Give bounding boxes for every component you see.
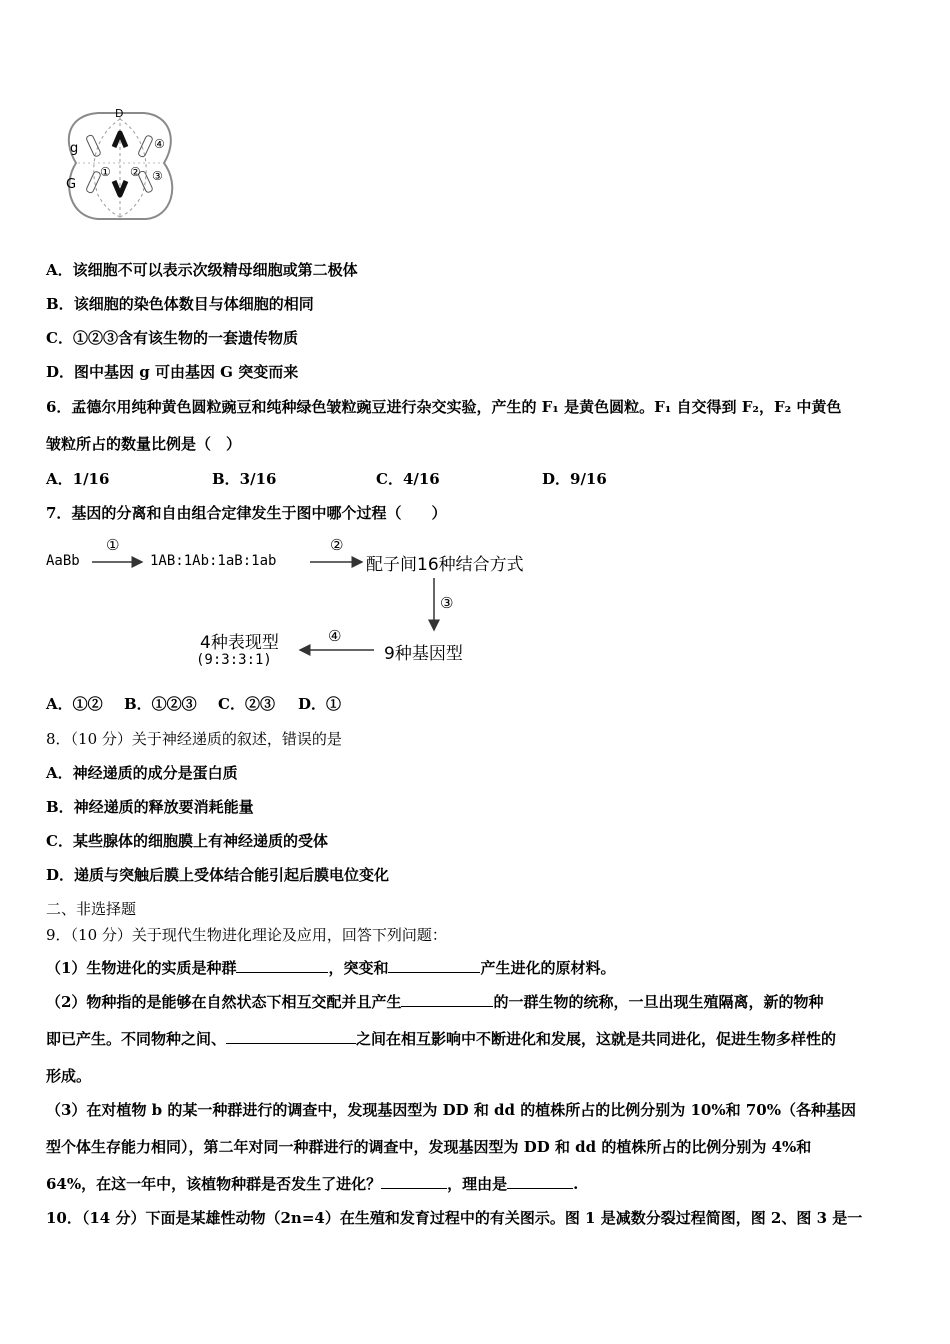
q9-stem: 9．（10 分）关于现代生物进化理论及应用，回答下列问题： [46, 926, 447, 944]
q6-stem-line2: 皱粒所占的数量比例是（ ） [46, 435, 242, 453]
flow-genotypes: 9种基因型 [384, 644, 463, 664]
q5-option-a[interactable] [46, 260, 358, 280]
option-text: ①②③含有该生物的一套遗传物质 [72, 329, 298, 347]
q8-stem: 8．（10 分）关于神经递质的叙述，错误的是 [46, 730, 342, 748]
option-letter: D． [46, 363, 75, 381]
q7-option-c[interactable]: C．②③ [218, 695, 275, 713]
q9-part2-text-a: （2）物种指的是能够在自然状态下相互交配并且产生 [46, 993, 402, 1011]
q9-part3-line3 [46, 1174, 578, 1194]
chromosome-label-1: ① [100, 165, 111, 179]
q7-option-a[interactable]: A．①② [46, 695, 103, 713]
q9-part2-text-d: 之间在相互影响中不断进化和发展，这就是共同进化，促进生物多样性的 [356, 1030, 837, 1048]
q6-stem-line1: 6．孟德尔用纯种黄色圆粒豌豆和纯种绿色皱粒豌豆进行杂交实验，产生的 F₁ 是黄色圆粒。F₁ 自交得到 F₂，F₂ 中黄色 [46, 398, 842, 416]
chromosome-label-3: ③ [152, 169, 163, 183]
chromosome-label-4: ④ [154, 137, 165, 151]
blank-3[interactable] [401, 992, 493, 1007]
gene-label-g: g [70, 141, 79, 156]
blank-5[interactable] [381, 1174, 447, 1189]
genetics-flow-diagram [44, 532, 544, 682]
q7-option-d[interactable]: D．① [298, 695, 342, 713]
flow-phenotypes: 4种表现型 [200, 633, 279, 653]
q9-part3-text-d: ，理由是 [447, 1175, 508, 1193]
cell-diagram-svg [58, 105, 183, 225]
cell-division-figure [58, 105, 183, 225]
option-letter: B． [46, 295, 74, 313]
chromosome-label-2: ② [130, 165, 141, 179]
q5-option-d[interactable] [46, 362, 298, 382]
q9-part1-text-a: （1）生物进化的实质是种群 [46, 959, 237, 977]
blank-4[interactable] [226, 1029, 356, 1044]
option-text: 该细胞不可以表示次级精母细胞或第二极体 [72, 261, 358, 279]
q9-part2-text-c: 即已产生。不同物种之间、 [46, 1030, 227, 1048]
blank-1[interactable] [236, 958, 328, 973]
flow-start: AaBb [46, 553, 80, 569]
q9-part2-line2 [46, 1029, 836, 1049]
q9-part2-text-b: 的一群生物的统称，一旦出现生殖隔离，新的物种 [493, 993, 824, 1011]
flow-combinations: 配子间16种结合方式 [366, 555, 524, 575]
section-heading: 二、非选择题 [46, 900, 137, 918]
option-text: 该细胞的染色体数目与体细胞的相同 [73, 295, 314, 313]
chromosome-upper [114, 133, 126, 147]
q9-part1-text-c: 产生进化的原材料。 [480, 959, 616, 977]
q9-part2-line3: 形成。 [46, 1067, 92, 1085]
q7-stem: 7．基因的分离和自由组合定律发生于图中哪个过程（ ） [46, 504, 447, 522]
q5-option-c[interactable] [46, 328, 298, 348]
flow-ratio: (9:3:3:1) [196, 652, 272, 668]
q6-option-d[interactable]: D．9/16 [542, 470, 607, 488]
q9-part2-line1 [46, 992, 823, 1012]
q9-part3-line1: （3）在对植物 b 的某一种群进行的调查中，发现基因型为 DD 和 dd 的植株所占的比例分别为 10%和 70%（各种基因 [46, 1101, 856, 1119]
option-text: 图中基因 g 可由基因 G 突变而来 [74, 363, 299, 381]
option-letter: C． [46, 329, 73, 347]
q6-option-c[interactable]: C．4/16 [376, 470, 440, 488]
q8-option-d[interactable]: D．递质与突触后膜上受体结合能引起后膜电位变化 [46, 866, 390, 884]
q9-part3-text-c: 64%，在这一年中，该植物种群是否发生了进化？ [46, 1175, 382, 1193]
step-1-label: ① [106, 536, 120, 554]
step-3-label: ③ [440, 594, 454, 612]
q5-option-b[interactable] [46, 294, 314, 314]
q8-option-b[interactable]: B．神经递质的释放要消耗能量 [46, 798, 254, 816]
q10-stem: 10．（14 分）下面是某雄性动物（2n=4）在生殖和发育过程中的有关图示。图 1 是减数分裂过程简图，图 2、图 3 是一 [46, 1209, 863, 1227]
q8-option-a[interactable]: A．神经递质的成分是蛋白质 [46, 764, 238, 782]
q8-option-c[interactable]: C．某些腺体的细胞膜上有神经递质的受体 [46, 832, 328, 850]
gene-label-top: D [115, 107, 124, 120]
step-4-label: ④ [328, 627, 342, 645]
q6-option-b[interactable]: B．3/16 [212, 470, 277, 488]
step-2-label: ② [330, 536, 344, 554]
gene-label-G: G [66, 177, 77, 192]
q9-part3-text-e: . [573, 1175, 579, 1193]
blank-6[interactable] [507, 1174, 573, 1189]
flow-gametes: 1AB:1Ab:1aB:1ab [150, 553, 277, 569]
q7-option-b[interactable]: B．①②③ [124, 695, 197, 713]
q9-part3-line2: 型个体生存能力相同），第二年对同一种群进行的调查中，发现基因型为 DD 和 dd 的植株所占的比例分别为 4%和 [46, 1138, 812, 1156]
blank-2[interactable] [388, 958, 480, 973]
q9-part1 [46, 958, 615, 978]
option-letter: A． [46, 261, 73, 279]
q9-part1-text-b: ，突变和 [328, 959, 389, 977]
q6-option-a[interactable]: A．1/16 [46, 470, 110, 488]
